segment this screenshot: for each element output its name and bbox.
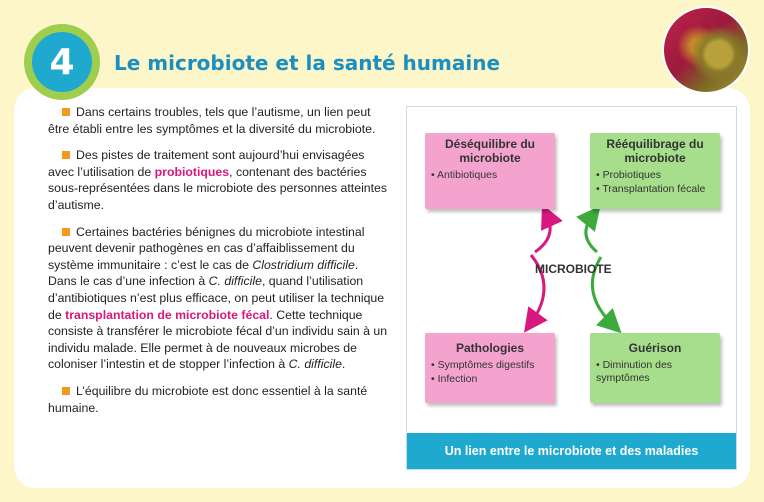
text-column	[48, 104, 390, 426]
section-title: Le microbiote et la santé humaine	[114, 51, 501, 75]
bullet-square-icon	[62, 387, 70, 395]
keyword-probiotiques: probiotiques	[154, 164, 230, 179]
section-number: 4	[32, 32, 92, 92]
box-pathologies-title: Pathologies	[455, 341, 524, 355]
box-reequilibrage-item: • Probiotiques	[596, 169, 661, 181]
diagram-caption: Un lien entre le microbiote et des maladies	[407, 433, 736, 469]
bullet-square-icon	[62, 108, 70, 116]
box-reequilibrage	[590, 133, 720, 209]
section-number-badge	[24, 24, 100, 100]
box-reequilibrage-item: • Transplantation fécale	[596, 183, 706, 195]
box-reequilibrage-title: Rééquilibrage du microbiote	[606, 137, 704, 165]
box-desequilibre	[425, 133, 555, 209]
paragraph-2: Des pistes de traitement sont aujourd’hui envisagées avec l’utilisation de probiotiques, contenant des bactéries sous-représentées dans le microbiote des personnes atteintes d’autisme.	[48, 148, 388, 212]
box-guerison-title: Guérison	[628, 341, 682, 355]
microbiote-photo	[662, 6, 750, 94]
box-pathologies-item: • Symptômes digestifs	[431, 359, 535, 371]
paragraph-3: Certaines bactéries bénignes du microbiote intestinal peuvent devenir pathogènes en cas d’affaiblissement du système immunitaire : c’est le cas de Clostridium difficile. Dans le cas d’une infection à C. difficile, quand l’utilisation d’antibiotiques n’est plus efficace, on peut utiliser la technique de transplantation de microbiote fécal. Cette technique consiste à transférer le microbiote fécal d’un individu sain à un individu malade. Elle permet à de nouveaux microbes de coloniser l’intestin et de stopper l’infection à C. difficile.	[48, 224, 388, 372]
microbiote-center-label: MICROBIOTE	[535, 262, 612, 276]
paragraph-1: Dans certains troubles, tels que l’autisme, un lien peut être établi entre les symptômes et la diversité du microbiote.	[48, 105, 376, 136]
box-guerison	[590, 333, 720, 403]
box-pathologies	[425, 333, 555, 403]
keyword-transplantation: transplantation de microbiote fécal	[65, 307, 270, 322]
arrow-green-up	[586, 215, 597, 252]
microbiote-diagram	[406, 106, 737, 470]
paragraph-4: L’équilibre du microbiote est donc essentiel à la santé humaine.	[48, 383, 368, 415]
arrow-pink-up	[535, 215, 550, 252]
box-guerison-item: • Diminution des symptômes	[596, 359, 673, 384]
bullet-square-icon	[62, 228, 70, 236]
box-pathologies-item: • Infection	[431, 373, 478, 385]
bullet-square-icon	[62, 151, 70, 159]
box-desequilibre-title: Déséquilibre du microbiote	[444, 137, 536, 165]
box-desequilibre-item: • Antibiotiques	[431, 169, 498, 181]
